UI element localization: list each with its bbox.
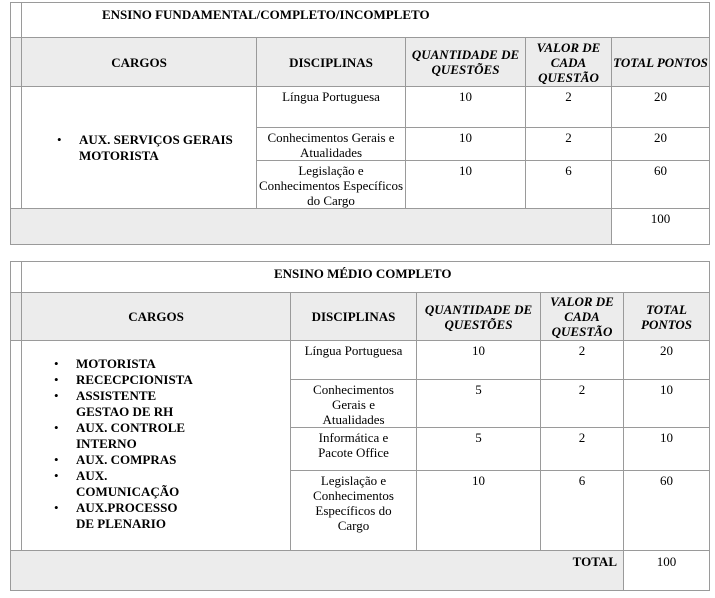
disciplina-cell: Informática e Pacote Office xyxy=(291,428,417,471)
table-ensino-medio xyxy=(10,261,710,591)
disciplina-cell: Língua Portuguesa xyxy=(291,341,417,380)
list-item: • AUX. SERVIÇOS GERAIS MOTORISTA xyxy=(79,132,256,164)
header-cargos: CARGOS xyxy=(22,38,257,87)
total-cell: 20 xyxy=(624,341,710,380)
total-cell: 60 xyxy=(624,471,710,551)
total-cell: 60 xyxy=(612,161,710,209)
disciplina-cell: Conhecimentos Gerais e Atualidades xyxy=(257,128,406,161)
disciplina-cell: Legislação e Conhecimentos Específicos do Cargo xyxy=(257,161,406,209)
header-total-pontos: TOTAL PONTOS xyxy=(624,293,710,341)
total-value: 100 xyxy=(624,551,710,591)
table-spacer xyxy=(11,262,22,293)
header-valor: VALOR DE CADA QUESTÃO xyxy=(541,293,624,341)
valor-cell: 2 xyxy=(526,128,612,161)
quantidade-cell: 10 xyxy=(406,161,526,209)
table-ensino-fundamental xyxy=(10,2,710,245)
valor-cell: 2 xyxy=(541,428,624,471)
total-label: TOTAL xyxy=(11,551,624,591)
table-spacer xyxy=(11,3,22,38)
valor-cell: 2 xyxy=(526,87,612,128)
list-item: • ASSISTENTE GESTAO DE RH xyxy=(76,388,186,420)
header-quantidade: QUANTIDADE DE QUESTÕES xyxy=(417,293,541,341)
disciplina-cell: Língua Portuguesa xyxy=(257,87,406,128)
quantidade-cell: 10 xyxy=(406,87,526,128)
list-item: • AUX. CONTROLE INTERNO xyxy=(76,420,186,452)
total-value: 100 xyxy=(612,209,710,245)
total-cell: 10 xyxy=(624,428,710,471)
list-item: • AUX. COMUNICAÇÃO xyxy=(76,468,186,500)
list-item: • MOTORISTA xyxy=(76,356,186,372)
list-item: • AUX.PROCESSO DE PLENARIO xyxy=(76,500,186,532)
valor-cell: 6 xyxy=(526,161,612,209)
quantidade-cell: 5 xyxy=(417,428,541,471)
quantidade-cell: 5 xyxy=(417,380,541,428)
quantidade-cell: 10 xyxy=(406,128,526,161)
quantidade-cell: 10 xyxy=(417,471,541,551)
cargos-list xyxy=(22,132,256,164)
header-disciplinas: DISCIPLINAS xyxy=(291,293,417,341)
header-valor: VALOR DE CADA QUESTÃO xyxy=(526,38,612,87)
header-quantidade: QUANTIDADE DE QUESTÕES xyxy=(406,38,526,87)
total-cell: 20 xyxy=(612,128,710,161)
total-label xyxy=(11,209,612,245)
valor-cell: 2 xyxy=(541,341,624,380)
disciplina-cell: Conhecimentos Gerais e Atualidades xyxy=(291,380,417,428)
valor-cell: 2 xyxy=(541,380,624,428)
header-disciplinas: DISCIPLINAS xyxy=(257,38,406,87)
list-item: • RECECPCIONISTA xyxy=(76,372,186,388)
header-cargos: CARGOS xyxy=(22,293,291,341)
total-cell: 10 xyxy=(624,380,710,428)
header-total-pontos: TOTAL PONTOS xyxy=(612,38,710,87)
cargos-list xyxy=(22,356,193,532)
total-cell: 20 xyxy=(612,87,710,128)
table-title: ENSINO FUNDAMENTAL/COMPLETO/INCOMPLETO xyxy=(22,3,710,38)
cargos-cell xyxy=(22,87,257,209)
disciplina-cell: Legislação e Conhecimentos Específicos do Cargo xyxy=(291,471,417,551)
cargos-cell xyxy=(22,341,291,551)
quantidade-cell: 10 xyxy=(417,341,541,380)
list-item: • AUX. COMPRAS xyxy=(76,452,186,468)
table-title: ENSINO MÉDIO COMPLETO xyxy=(22,262,710,293)
valor-cell: 6 xyxy=(541,471,624,551)
